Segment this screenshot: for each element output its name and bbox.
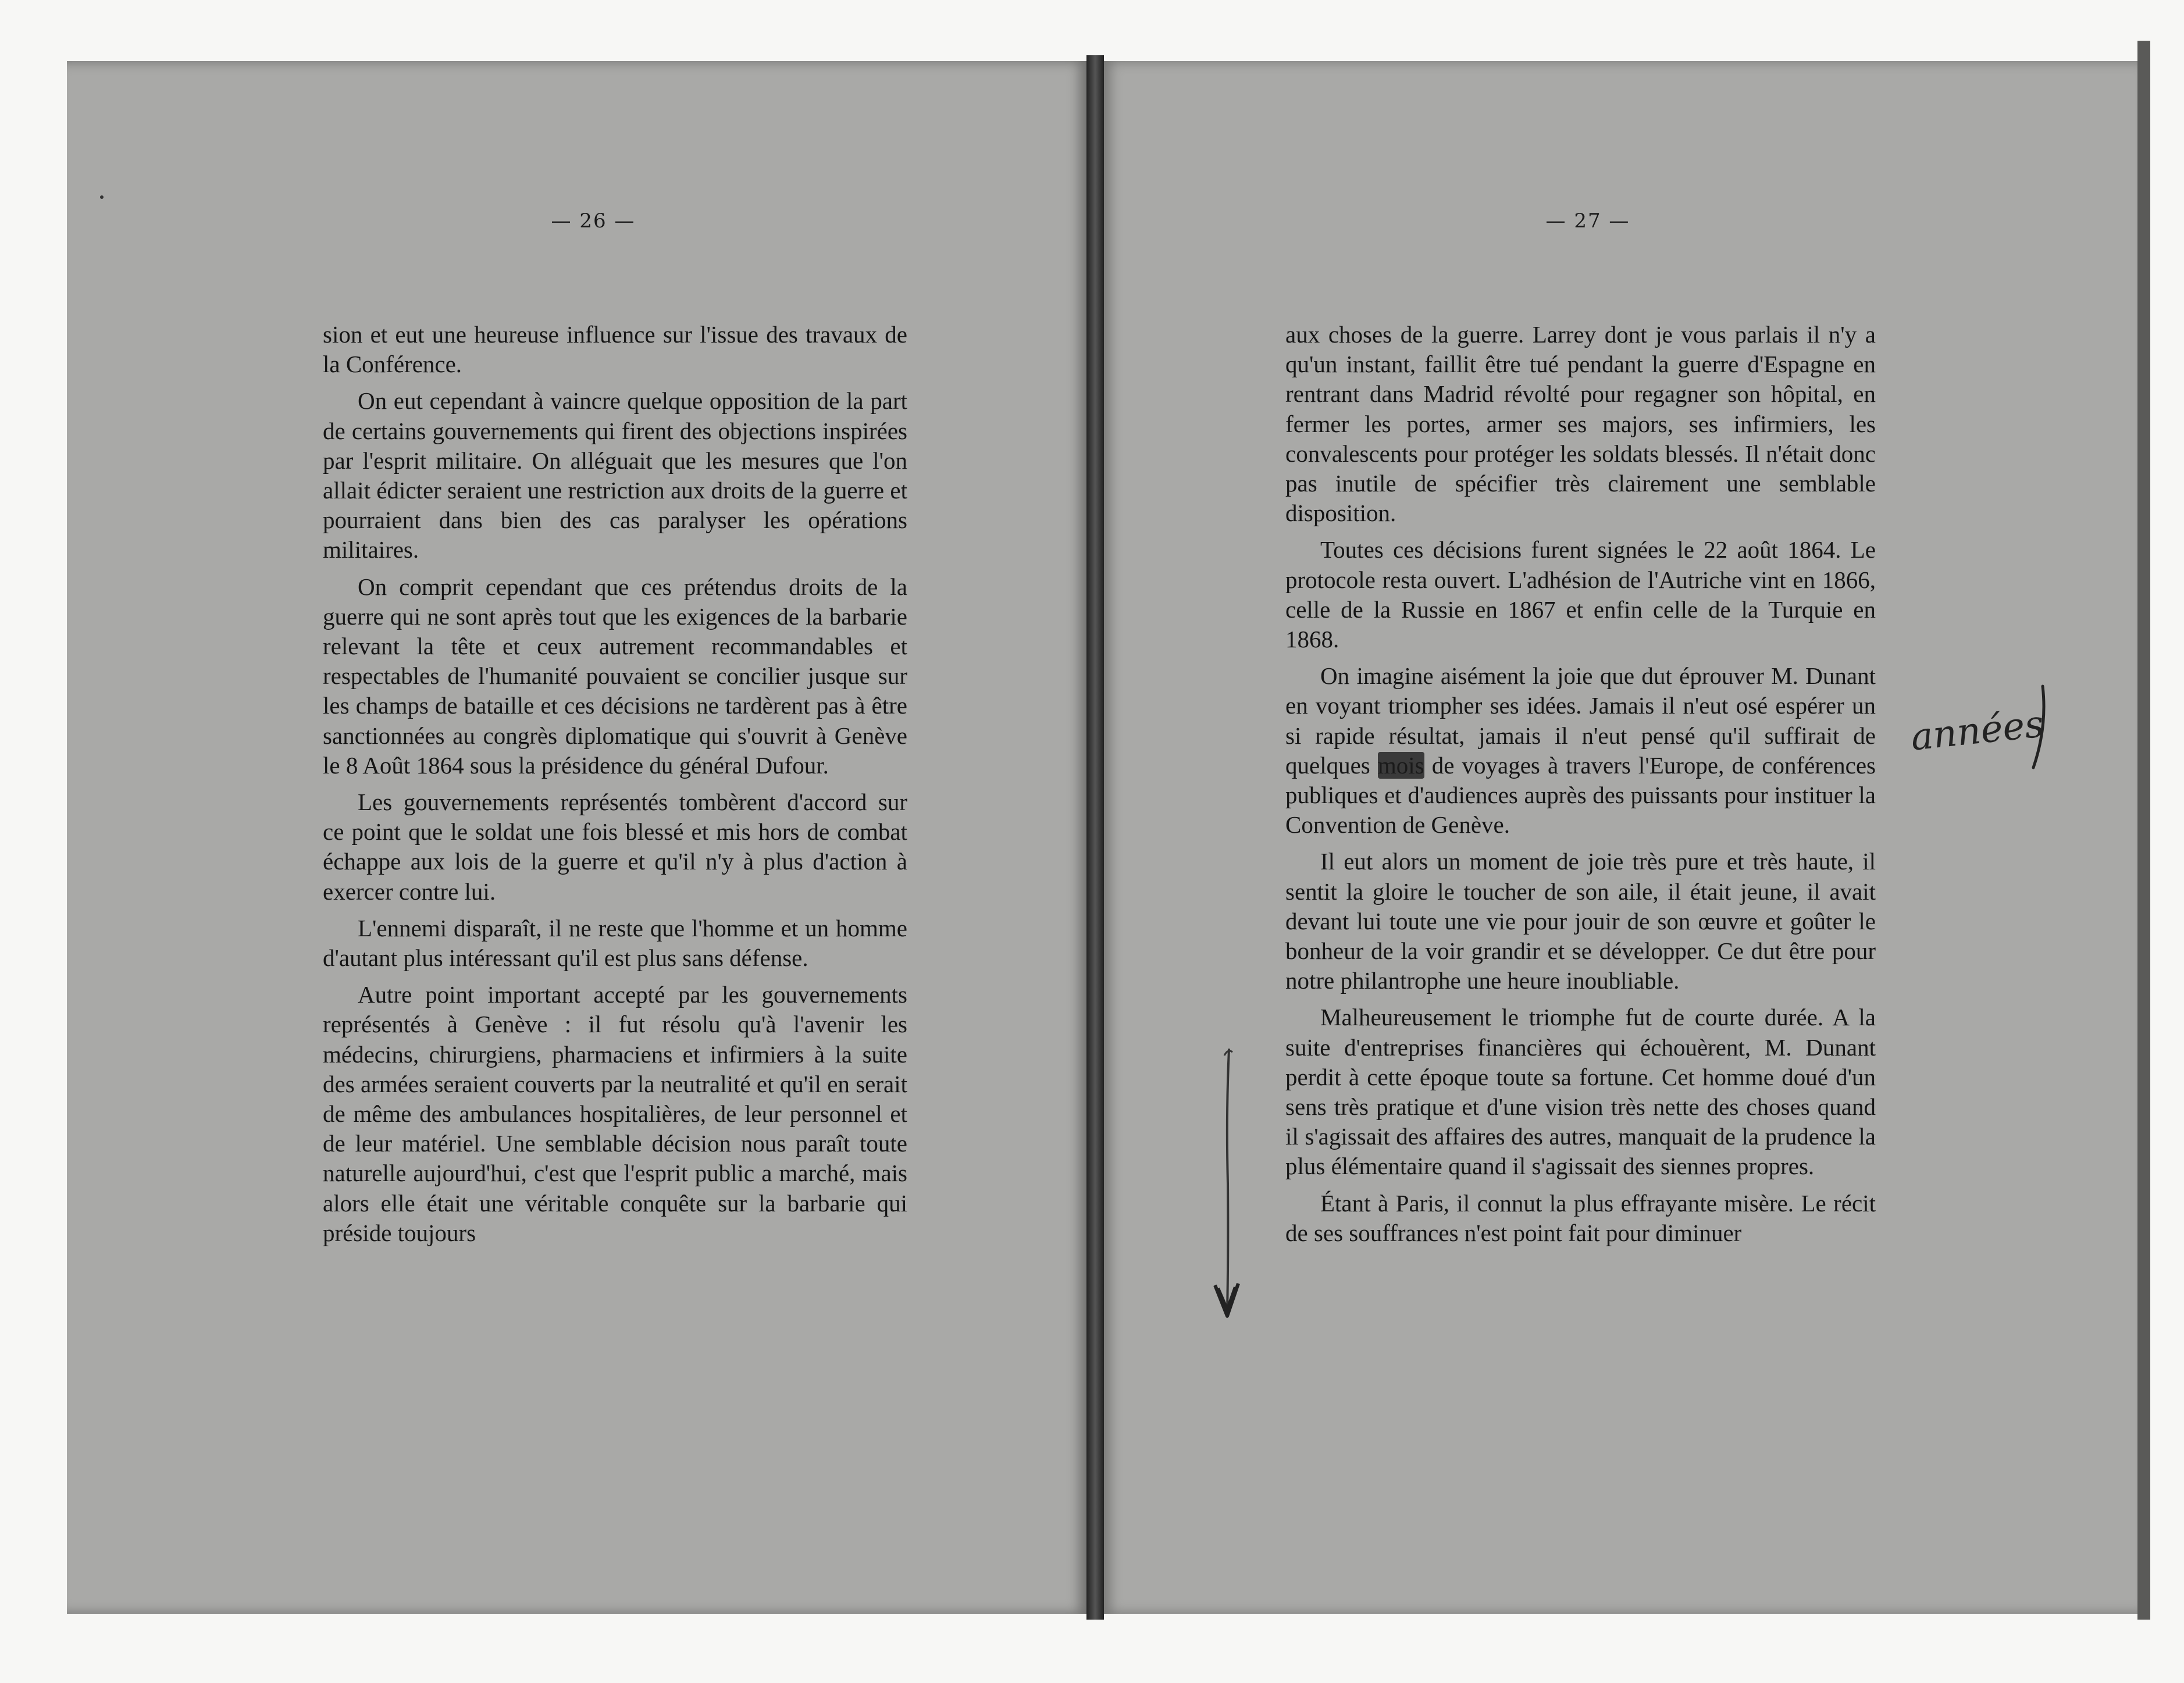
paragraph-text: de voyages à travers l'Europe, de conférences publiques et d'audiences auprès des puissants pour instituer la Convention de Genève. [1285, 751, 1876, 839]
paragraph: Malheureusement le triomphe fut de courte durée. A la suite d'entreprises financières qui échouèrent, M. Dunant perdit à cette époque toute sa fortune. Cet homme doué d'un sens très pratique et d'une vision très nette des choses quand il s'agissait des affaires des autres, manquait de la prudence la plus élémentaire quand il s'agissait des siennes propres. [1285, 1004, 1876, 1180]
left-page-number: — 26 — [551, 209, 636, 233]
paragraph: Autre point important accepté par les gouvernements représentés à Genève : il fut résolu qu'à l'avenir les médecins, chirurgiens, pharmaciens et infirmiers à la suite des armées seraient couverts par la neutralité et qu'il en serait de même des ambulances hospitalières, de leur personnel et de leur matériel. Une semblable décision nous paraît toute naturelle aujourd'hui, c'est que l'esprit public a marché, mais alors elle était une véritable conquête sur la barbarie qui préside toujours [323, 981, 907, 1246]
down-arrow-icon [1207, 1044, 1248, 1323]
page-edge [2137, 41, 2150, 1620]
left-page-text [323, 320, 907, 1255]
paragraph: Toutes ces décisions furent signées le 22 août 1864. Le protocole resta ouvert. L'adhésion de l'Autriche vint en 1866, celle de la Russie en 1867 et enfin celle de la Turquie en 1868. [1285, 536, 1876, 653]
struck-word: mois [1377, 751, 1424, 779]
paragraph: Les gouvernements représentés tombèrent d'accord sur ce point que le soldat une fois blessé et mis hors de combat échappe aux lois de la guerre et qu'il n'y à plus d'action à exercer contre lui. [323, 789, 907, 905]
paragraph: Étant à Paris, il connut la plus effrayante misère. Le récit de ses souffrances n'est point fait pour diminuer [1285, 1189, 1876, 1246]
paragraph: On eut cependant à vaincre quelque opposition de la part de certains gouvernements qui firent des objections inspirées par l'esprit militaire. On alléguait que les mesures que l'on allait édicter seraient une restriction aux droits de la guerre et pourraient dans bien des cas paralyser les opérations militaires. [323, 387, 907, 564]
paragraph: sion et eut une heureuse influence sur l'issue des travaux de la Conférence. [323, 321, 907, 378]
book-spine [1086, 55, 1104, 1620]
right-page-number: — 27 — [1545, 209, 1630, 233]
right-page-text [1285, 320, 1876, 1255]
handwritten-margin-note: années [1908, 703, 2046, 760]
paragraph: Il eut alors un moment de joie très pure et très haute, il sentit la gloire le toucher de son aile, il était jeune, il avait devant lui toute une vie pour jouir de son œuvre et goûter le bonheur de la voir grandir et se développer. Ce dut être pour notre philantrophe une heure inoubliable. [1285, 848, 1876, 994]
paragraph [1285, 661, 1876, 840]
paper-speck [100, 195, 104, 199]
handwritten-bracket [2030, 683, 2047, 771]
paragraph: L'ennemi disparaît, il ne reste que l'homme et un homme d'autant plus intéressant qu'il est plus sans défense. [323, 914, 907, 972]
paragraph: aux choses de la guerre. Larrey dont je vous parlais il n'y a qu'un instant, faillit être tué pendant la guerre d'Espagne en rentrant dans Madrid révolté pour regagner son hôpital, en fermer les portes, armer ses majors, ses infirmiers, les convalescents pour protéger les soldats blessés. Il n'était donc pas inutile de spécifier très clairement une semblable disposition. [1285, 321, 1876, 527]
paragraph-text: On imagine aisément la joie que dut éprouver M. Dunant en voyant triompher ses idées. Jamais il n'eut osé espérer un si rapide résultat, jamais il n'eut pensé qu'il suffirait de quelques [1285, 662, 1876, 779]
paragraph: On comprit cependant que ces prétendus droits de la guerre qui ne sont après tout que les exigences de la barbarie relevant la tête et ceux autrement recommandables et respectables de l'humanité pouvaient se concilier jusque sur les champs de bataille et ces décisions ne tardèrent pas à être sanctionnées au congrès diplomatique qui s'ouvrit à Genève le 8 Août 1864 sous la présidence du général Dufour. [323, 573, 907, 779]
